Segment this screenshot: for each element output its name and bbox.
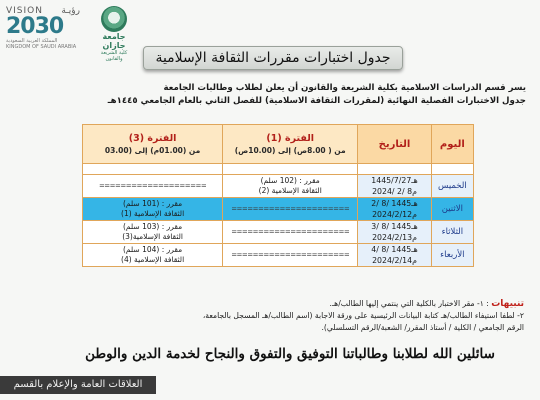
vision-sub: المملكة العربية السعودية KINGDOM OF SAUDI ARABIA [6,38,77,50]
header-date: التاريخ [358,125,431,164]
intro-text [12,82,526,107]
row-date [358,221,431,244]
jazan-university-logo [92,6,136,62]
row-day: الخميس [431,175,473,198]
closing-prayer: سائلين الله لطلابنا وطالباتنا التوفيق والتفوق والنجاح لخدمة الدين والوطن [85,346,495,362]
university-seal-icon [101,6,127,32]
row-date-hijri: 1445/7/27هـ [371,176,418,185]
table-row-highlighted [83,198,474,221]
course-name: الثقافة الإسلامية (4) [121,255,185,264]
course-name: الثقافة الإسلامية(3) [122,232,183,241]
course-code: مقرر : (104 سلم) [122,244,183,254]
row-date [358,198,431,221]
intro-line-1: يسر قسم الدراسات الاسلامية بكلية الشريعة والقانون أن يعلن لطلاب وطالبات الجامعة [163,83,526,93]
row-period-1-empty: ====================== [223,244,358,267]
row-period-3 [83,198,223,221]
row-date-hijri: 4/ 8/ 1445هـ [371,245,418,254]
vision-2030-logo [6,6,80,50]
row-day: الثلاثاء [431,221,473,244]
exam-schedule-table [82,124,474,267]
row-date-greg: 2024/2/12م [372,210,417,219]
vision-year: 2030 [6,14,64,39]
row-date [358,244,431,267]
note-3: الرقم الجامعي / الكلية / أستاذ المقرر/ الشعبة/الرقم التسلسلي). [321,323,524,332]
table-header-row [83,125,474,164]
table-row [83,175,474,198]
row-date [358,175,431,198]
notes-label: تنبيهات [491,299,524,309]
table-row [83,244,474,267]
note-2: ٢- لطفا استيفاء الطالب/هـ كتابة البيانات الرئيسية على ورقة الاجابة (اسم الطالب/هـ المسجل بالجامعة، [202,311,524,320]
vision-label: VISION [6,6,43,16]
row-period-1-empty: ====================== [223,198,358,221]
notes-section [12,298,524,334]
university-sub: كلية الشريعة والقانون [100,50,128,62]
note-1: : ١- مقر الاختبار بالكلية التي ينتمي إليها الطالب/هـ. [329,299,489,308]
footer-banner: العلاقات العامة والإعلام بالقسم [0,376,156,394]
course-name: الثقافة الإسلامية (2) [258,186,322,195]
row-period-1-empty: ====================== [223,221,358,244]
period-1-time: من ( 8.00ص) إلى (10.00ص) [234,146,346,155]
row-period-3 [83,221,223,244]
period-3-label: الفترة (3) [128,133,177,144]
header-logos [6,6,136,62]
row-date-hijri: 3/ 8/ 1445هـ [371,222,418,231]
course-name: الثقافة الإسلامية (1) [121,209,185,218]
row-date-hijri: 2/ 8/ 1445هـ [371,199,418,208]
header-period-1 [223,125,358,164]
period-3-time: من (01.00م) إلى (03.00 [104,146,201,155]
row-day: الاثنين [431,198,473,221]
header-period-3 [83,125,223,164]
period-1-label: الفترة (1) [266,133,315,144]
row-day: الأربعاء [431,244,473,267]
row-period-3-empty: ==================== [83,175,223,198]
course-code: مقرر : (102 سلم) [260,175,320,185]
intro-line-2: جدول الاختبارات الفصلية النهائية (لمقررات الثقافة الاسلامية) للفصل الثاني بالعام الجامعي ١٤٤٥هـ [107,95,526,106]
vision-arabic: رؤيـة [61,6,80,16]
row-date-greg: 2024/ 2/ 8م [372,187,417,196]
row-period-3 [83,244,223,267]
row-date-greg: 2024/2/14م [372,256,417,265]
university-name: جامعة جازان [102,32,126,50]
table-row [83,221,474,244]
header-day: اليوم [431,125,473,164]
course-code: مقرر : (101 سلم) [122,198,183,208]
row-date-greg: 2024/2/13م [372,233,417,242]
row-period-1 [223,175,358,198]
spacer-row [83,164,474,175]
page-title: جدول اختبارات مقررات الثقافة الإسلامية [143,46,403,70]
course-code: مقرر : (103 سلم) [122,221,183,231]
